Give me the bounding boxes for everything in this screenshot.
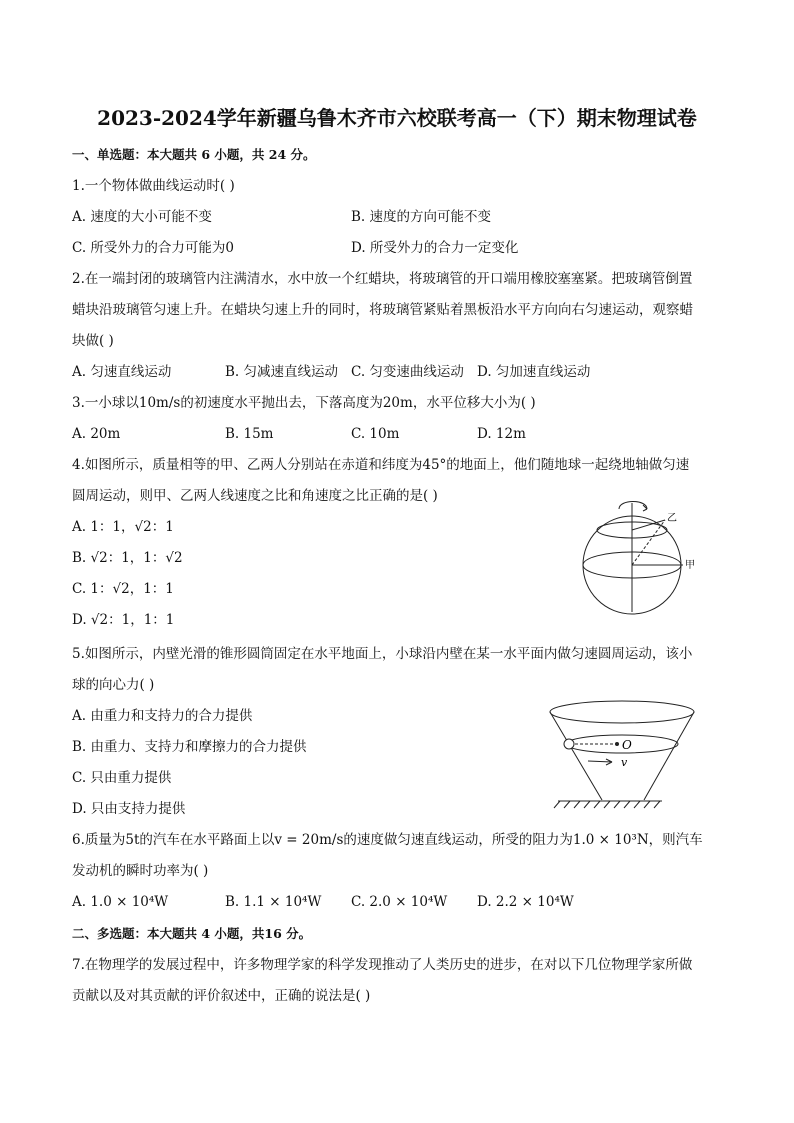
question-2-line-2: 蜡块沿玻璃管匀速上升。在蜡块匀速上升的同时，将玻璃管紧贴着黑板沿水平方向向右匀速运动，观察蜡 [72, 302, 693, 318]
center-point [615, 742, 619, 746]
globe-figure [575, 495, 710, 620]
question-2-line-1: 2.在一端封闭的玻璃管内注满清水，水中放一个红蜡块，将玻璃管的开口端用橡胶塞塞紧。把玻璃管倒置 [72, 271, 693, 287]
question-7-line-2: 贡献以及对其贡献的评价叙述中，正确的说法是( ) [72, 988, 371, 1004]
question-1-option-c: C. 所受外力的合力可能为0 [72, 240, 235, 256]
cone-figure [548, 698, 698, 816]
exam-title: 2023-2024学年新疆乌鲁木齐市六校联考高一（下）期末物理试卷 [97, 106, 697, 130]
question-4-line-1: 4.如图所示，质量相等的甲、乙两人分别站在赤道和纬度为45°的地面上，他们随地球一起绕地轴做匀速 [72, 457, 690, 473]
globe-label-yi: 乙 [667, 513, 677, 524]
section-single-choice-heading: 一、单选题：本大题共 6 小题，共 24 分。 [72, 147, 316, 162]
question-4-option-c: C. 1：√2，1：1 [72, 581, 174, 597]
question-6-line-2: 发动机的瞬时功率为( ) [72, 863, 209, 879]
section-multi-choice-heading: 二、多选题：本大题共 4 小题，共16 分。 [72, 926, 312, 941]
question-6-line-1: 6.质量为5t的汽车在水平路面上以v = 20m/s的速度做匀速直线运动，所受的阻力为1.0 × 10³N，则汽车 [72, 832, 703, 848]
cone-label-v: v [621, 756, 628, 769]
question-6-option-d: D. 2.2 × 10⁴W [477, 894, 574, 910]
question-1-option-a: A. 速度的大小可能不变 [72, 209, 212, 225]
question-5-option-b: B. 由重力、支持力和摩擦力的合力提供 [72, 739, 307, 755]
question-2-option-c: C. 匀变速曲线运动 [351, 364, 464, 380]
question-2-line-3: 块做( ) [72, 333, 114, 349]
question-4-option-a: A. 1：1，√2：1 [72, 519, 174, 535]
question-2-option-a: A. 匀速直线运动 [72, 364, 172, 380]
question-2-option-d: D. 匀加速直线运动 [477, 364, 591, 380]
question-5-line-1: 5.如图所示，内壁光滑的锥形圆筒固定在水平地面上，小球沿内壁在某一水平面内做匀速圆周运动，该小 [72, 646, 693, 662]
question-1-option-b: B. 速度的方向可能不变 [351, 209, 492, 225]
question-4-option-b: B. √2：1，1：√2 [72, 550, 183, 566]
question-5-option-a: A. 由重力和支持力的合力提供 [72, 708, 253, 724]
ball [564, 739, 574, 749]
question-1-stem: 1.一个物体做曲线运动时( ) [72, 178, 235, 194]
question-6-option-a: A. 1.0 × 10⁴W [72, 894, 169, 910]
question-5-option-c: C. 只由重力提供 [72, 770, 172, 786]
question-5-line-2: 球的向心力( ) [72, 677, 155, 693]
question-3-stem: 3.一小球以10m/s的初速度水平抛出去，下落高度为20m，水平位移大小为( ) [72, 395, 536, 411]
question-3-option-c: C. 10m [351, 426, 400, 442]
question-3-option-b: B. 15m [225, 426, 274, 442]
cone-label-o: O [622, 738, 632, 752]
globe-label-jia: 甲 [685, 560, 695, 571]
question-3-option-d: D. 12m [477, 426, 526, 442]
question-3-option-a: A. 20m [72, 426, 121, 442]
question-4-option-d: D. √2：1，1：1 [72, 612, 175, 628]
question-1-option-d: D. 所受外力的合力一定变化 [351, 240, 519, 256]
question-7-line-1: 7.在物理学的发展过程中，许多物理学家的科学发现推动了人类历史的进步，在对以下几位物理学家所做 [72, 957, 693, 973]
question-2-option-b: B. 匀减速直线运动 [225, 364, 339, 380]
question-6-option-c: C. 2.0 × 10⁴W [351, 894, 448, 910]
question-5-option-d: D. 只由支持力提供 [72, 801, 186, 817]
question-4-line-2: 圆周运动，则甲、乙两人线速度之比和角速度之比正确的是( ) [72, 488, 438, 504]
question-6-option-b: B. 1.1 × 10⁴W [225, 894, 322, 910]
